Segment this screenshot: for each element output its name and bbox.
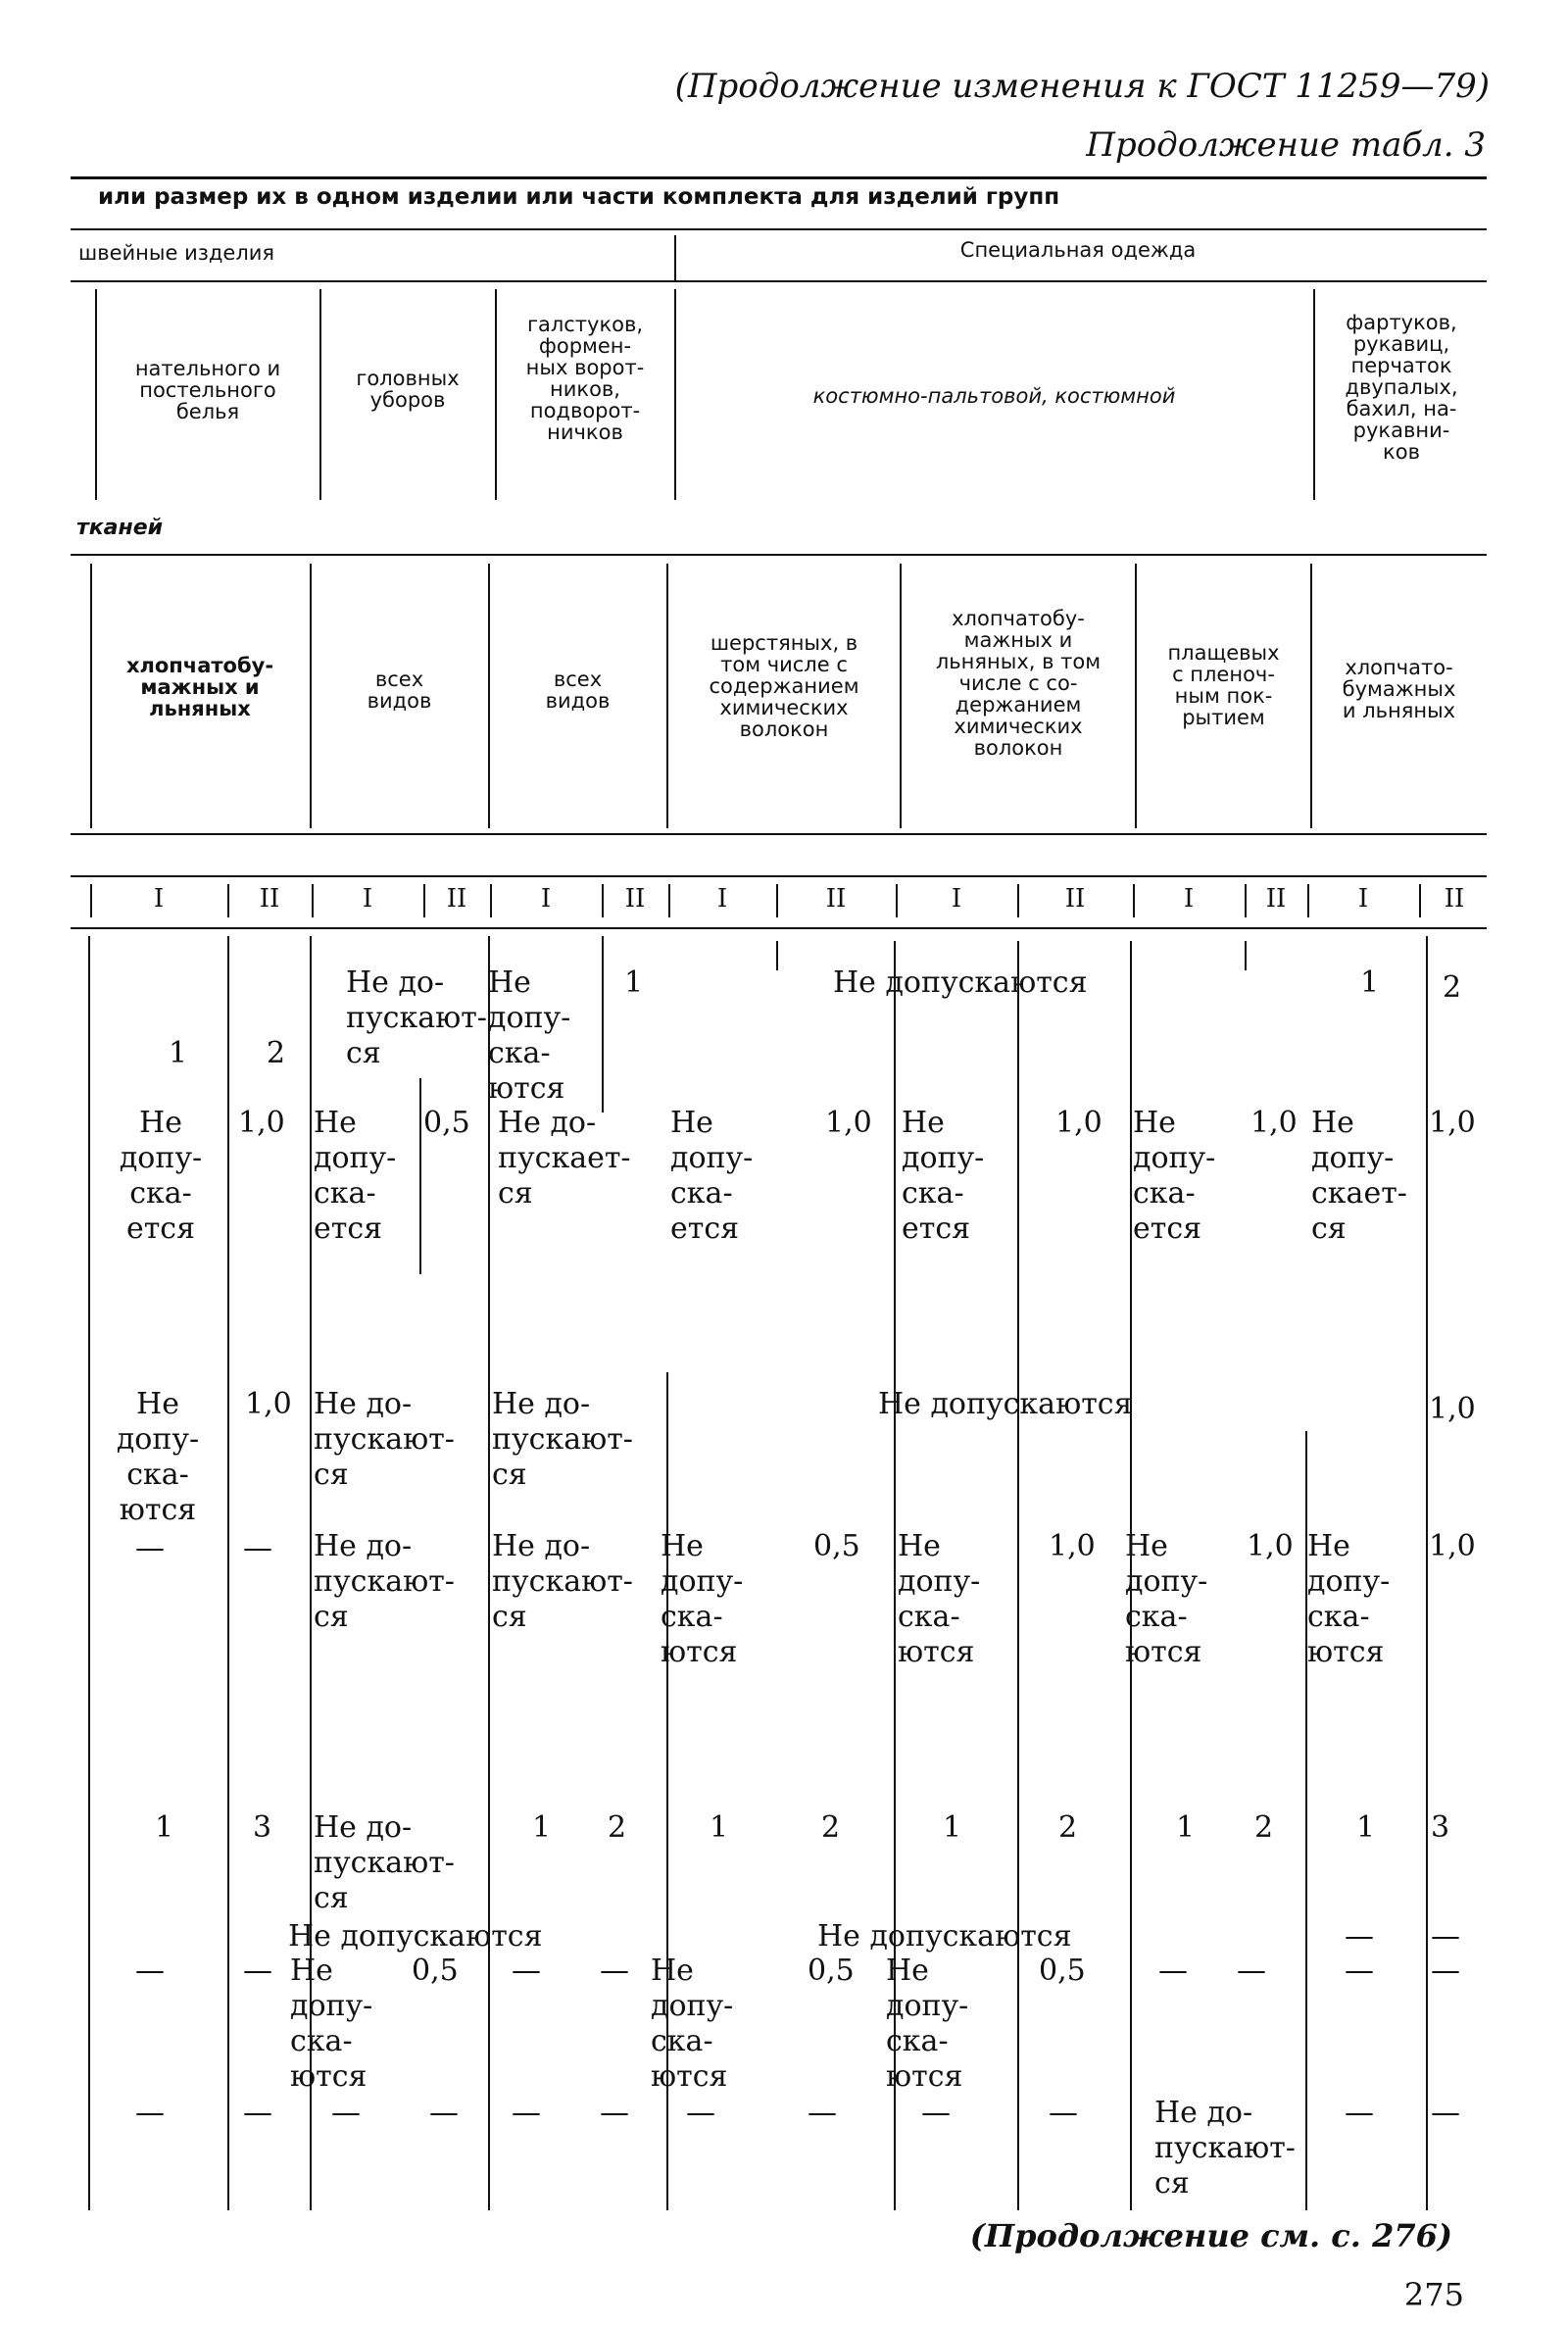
r2-c12: 1,0	[1250, 1106, 1298, 1140]
r2-c3: Не допу- ска- ется	[314, 1106, 397, 1246]
vline	[495, 289, 497, 500]
r5-c3: Не до- пускают- ся	[314, 1810, 455, 1915]
r3-c1: Не допу- ска- ются	[116, 1387, 200, 1527]
r4-c8: 0,5	[813, 1529, 860, 1563]
fabric-cotton-chem: хлопчатобу- мажных и льняных, в том числе с со- держанием химических волокон	[935, 607, 1102, 760]
rule-6	[71, 875, 1487, 877]
grade-I: I	[153, 884, 165, 914]
r2-c4: 0,5	[423, 1106, 470, 1140]
r5-c2: 3	[253, 1810, 272, 1845]
r5-c5: 1	[532, 1810, 552, 1845]
r4-c14: 1,0	[1429, 1529, 1476, 1563]
grade-I: I	[716, 884, 728, 914]
r1-c2: 2	[267, 1036, 286, 1070]
grade-divider	[1133, 884, 1135, 917]
r8-c9: —	[921, 2096, 951, 2130]
r5-c12: 2	[1254, 1810, 1274, 1845]
r1-c1: 1	[169, 1036, 188, 1070]
vline	[1135, 564, 1137, 828]
grade-divider	[1419, 884, 1421, 917]
r4-c12: 1,0	[1247, 1529, 1294, 1563]
rule-7	[71, 927, 1487, 929]
vline	[900, 564, 902, 828]
r2-c2: 1,0	[238, 1106, 285, 1140]
grade-divider	[602, 884, 604, 917]
r1-c13: 1	[1360, 965, 1380, 1000]
r1-c5: Не допу- ска- ются	[488, 965, 571, 1106]
rule-3	[71, 280, 1487, 282]
grade-divider	[896, 884, 898, 917]
r7-c9: Не допу- ска- ются	[886, 1954, 969, 2094]
vline	[488, 564, 490, 828]
r7-c13: —	[1345, 1954, 1374, 1988]
vline	[666, 564, 668, 828]
r8-c5: —	[512, 2096, 541, 2130]
fabric-raincoat: плащевых с пленоч- ным пок- рытием	[1167, 641, 1280, 729]
rule-4	[71, 554, 1487, 556]
r8-c2: —	[243, 2096, 272, 2130]
r5-c10: 2	[1058, 1810, 1078, 1845]
grade-I: I	[1357, 884, 1369, 914]
r8-c1: —	[135, 2096, 165, 2130]
grade-II: II	[1064, 884, 1086, 914]
grade-II: II	[446, 884, 467, 914]
col-headwear: головных уборов	[356, 367, 460, 412]
vline	[95, 289, 97, 500]
r5-c9: 1	[943, 1810, 962, 1845]
r4-c1: —	[135, 1531, 165, 1565]
grade-II: II	[1265, 884, 1287, 914]
r3-c3: Не до- пускают- ся	[314, 1387, 455, 1492]
vline	[1017, 941, 1019, 2210]
r6-c13: —	[1345, 1919, 1374, 1954]
grade-I: I	[540, 884, 552, 914]
vline	[1310, 564, 1312, 828]
vline	[310, 564, 312, 828]
fabric-cotton: хлопчатобу- мажных и льняных	[125, 654, 274, 720]
grade-divider	[1307, 884, 1309, 917]
r7-c12: —	[1237, 1954, 1266, 1988]
vline	[1426, 936, 1428, 2210]
r6-span-b: Не допускаются	[817, 1919, 1072, 1954]
rule-2	[71, 228, 1487, 230]
grade-II: II	[1444, 884, 1465, 914]
grade-II: II	[624, 884, 646, 914]
r2-c11: Не допу- ска- ется	[1133, 1106, 1216, 1246]
r7-c6: —	[600, 1954, 629, 1988]
r1-c6: 1	[624, 965, 644, 1000]
r7-c1: —	[135, 1954, 165, 1988]
r4-c10: 1,0	[1049, 1529, 1096, 1563]
vline	[227, 936, 229, 2210]
r2-c10: 1,0	[1055, 1106, 1102, 1140]
grade-I: I	[362, 884, 373, 914]
r7-c14: —	[1431, 1954, 1460, 1988]
r8-c13: —	[1345, 2096, 1374, 2130]
r2-c13: Не допу- скает- ся	[1311, 1106, 1407, 1246]
col-ties: галстуков, формен- ных ворот- ников, подворот- ничков	[525, 313, 645, 444]
r8-c6: —	[600, 2096, 629, 2130]
grade-I: I	[951, 884, 962, 914]
r8-c4: —	[429, 2096, 459, 2130]
r3-c5: Не до- пускают- ся	[492, 1387, 633, 1492]
r7-c5: —	[512, 1954, 541, 1988]
vline	[1245, 941, 1247, 970]
r5-c7: 1	[710, 1810, 729, 1845]
r3-span: Не допускаются	[878, 1387, 1133, 1421]
r5-c1: 1	[155, 1810, 174, 1845]
continuation-next: (Продолжение см. с. 276)	[969, 2217, 1452, 2254]
r6-span-a: Не допускаются	[288, 1919, 543, 1954]
r8-c11: Не до- пускают- ся	[1154, 2096, 1296, 2201]
grade-divider	[423, 884, 425, 917]
grade-divider	[90, 884, 92, 917]
r7-c11: —	[1158, 1954, 1188, 1988]
r3-c14: 1,0	[1429, 1392, 1476, 1426]
r4-c9: Не допу- ска- ются	[898, 1529, 981, 1669]
r5-c14: 3	[1431, 1810, 1450, 1845]
vline	[776, 941, 778, 970]
grade-divider	[1017, 884, 1019, 917]
r2-c5: Не до- пускает- ся	[498, 1106, 631, 1211]
r1-span: Не допускаются	[833, 965, 1088, 1000]
r2-c9: Не допу- ска- ется	[902, 1106, 985, 1246]
r2-c8: 1,0	[825, 1106, 872, 1140]
r7-c4: 0,5	[412, 1954, 459, 1988]
r7-c7: Не допу- ска- ются	[651, 1954, 734, 2094]
grade-divider	[776, 884, 778, 917]
col-aprons: фартуков, рукавиц, перчаток двупалых, бахил, на- рукавни- ков	[1345, 311, 1458, 464]
r1-c14: 2	[1443, 970, 1462, 1005]
r8-c14: —	[1431, 2096, 1460, 2130]
r5-c6: 2	[608, 1810, 627, 1845]
r1-c3: Не до- пускают- ся	[346, 965, 487, 1070]
r4-c3: Не до- пускают- ся	[314, 1529, 455, 1634]
r8-c10: —	[1049, 2096, 1078, 2130]
vline	[319, 289, 321, 500]
fabric-wool: шерстяных, в том числе с содержанием химических волокон	[709, 631, 859, 741]
continuation-line: (Продолжение изменения к ГОСТ 11259—79)	[674, 67, 1490, 106]
vline	[602, 936, 604, 1113]
r8-c7: —	[686, 2096, 715, 2130]
r5-c8: 2	[821, 1810, 841, 1845]
vline	[674, 289, 676, 500]
grade-II: II	[825, 884, 847, 914]
grade-II: II	[259, 884, 280, 914]
vline	[488, 936, 490, 2210]
r8-c8: —	[808, 2096, 837, 2130]
r4-c11: Не допу- ска- ются	[1125, 1529, 1208, 1669]
r4-c7: Не допу- ска- ются	[661, 1529, 744, 1669]
fabric-all-1: всех видов	[367, 668, 432, 713]
fabric-all-2: всех видов	[545, 668, 611, 713]
rule-5	[71, 833, 1487, 835]
grade-divider	[312, 884, 314, 917]
grade-divider	[1245, 884, 1247, 917]
table-continuation: Продолжение табл. 3	[1086, 125, 1486, 165]
top-rule	[71, 176, 1487, 179]
r5-c13: 1	[1356, 1810, 1376, 1845]
group-title: или размер их в одном изделии или части комплекта для изделий групп	[98, 184, 1060, 210]
group-left: швейные изделия	[78, 241, 275, 265]
group-right: Специальная одежда	[959, 238, 1197, 262]
r3-c2: 1,0	[245, 1387, 292, 1421]
vline	[419, 1078, 421, 1274]
grade-divider	[668, 884, 670, 917]
r6-c14: —	[1431, 1919, 1460, 1954]
r4-c13: Не допу- ска- ются	[1307, 1529, 1391, 1669]
r2-c7: Не допу- ска- ется	[670, 1106, 754, 1246]
group-divider	[674, 235, 676, 282]
vline	[88, 936, 90, 2210]
r7-c8: 0,5	[808, 1954, 855, 1988]
vline	[90, 564, 92, 828]
page-number: 275	[1403, 2276, 1464, 2313]
grade-divider	[490, 884, 492, 917]
r4-c2: —	[243, 1531, 272, 1565]
col-underwear: нательного и постельного белья	[134, 357, 281, 423]
r5-c11: 1	[1176, 1810, 1196, 1845]
grade-divider	[227, 884, 229, 917]
r7-c10: 0,5	[1039, 1954, 1086, 1988]
r4-c5: Не до- пускают- ся	[492, 1529, 633, 1634]
r8-c3: —	[331, 2096, 361, 2130]
r2-c1: Не допу- ска- ется	[119, 1106, 203, 1246]
r2-c14: 1,0	[1429, 1106, 1476, 1140]
fabric-cotton-2: хлопчато- бумажных и льняных	[1342, 656, 1456, 722]
col-suits: костюмно-пальтовой, костюмной	[812, 384, 1176, 408]
r7-c2: —	[243, 1954, 272, 1988]
grade-I: I	[1183, 884, 1195, 914]
vline	[1313, 289, 1315, 500]
fabric-label: тканей	[76, 516, 164, 540]
r7-c3: Не допу- ска- ются	[290, 1954, 373, 2094]
